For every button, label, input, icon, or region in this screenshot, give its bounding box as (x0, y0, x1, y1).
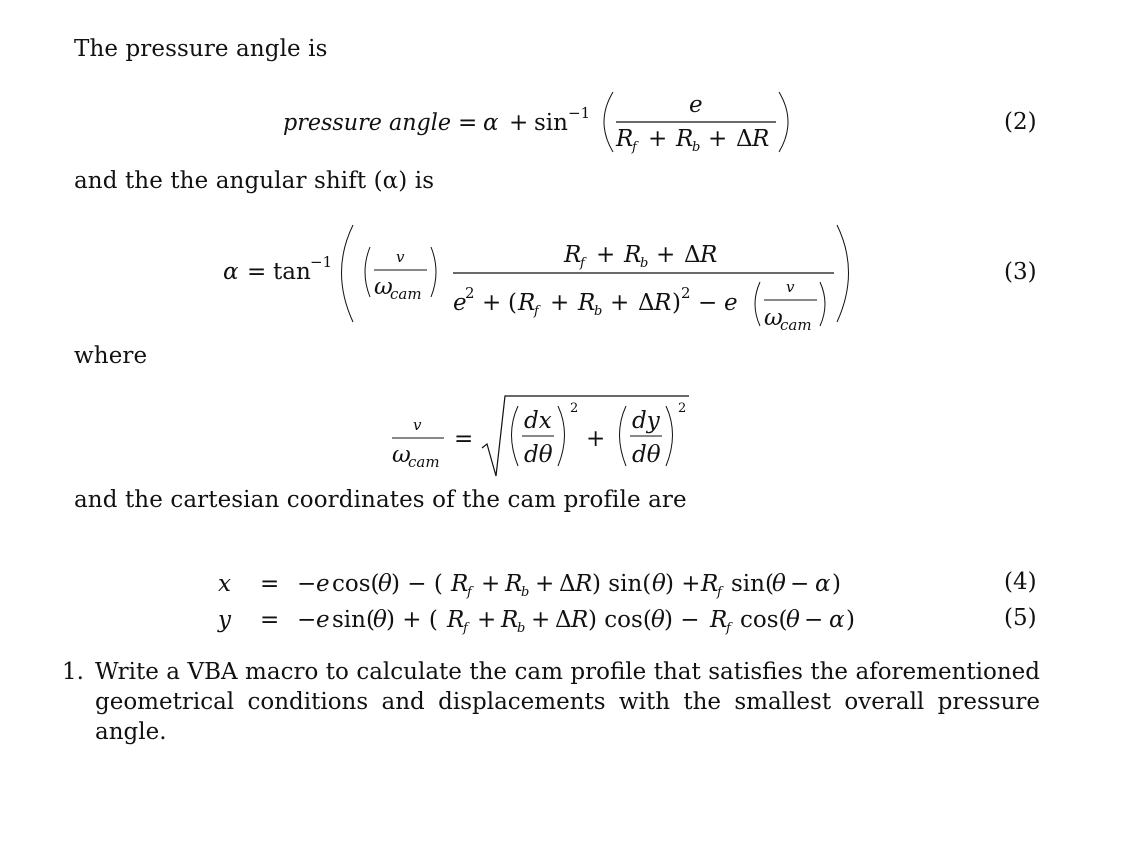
list-item-text: Write a VBA macro to calculate the cam profile that satisfies the aforementioned geometrical conditions and displacements with the smallest overall pressure angle. (95, 659, 1040, 745)
svg-text:θ: θ (651, 607, 665, 633)
svg-text:R: R (447, 607, 465, 633)
svg-text:=: = (260, 571, 280, 597)
svg-text:R: R (564, 242, 582, 268)
svg-text:+: + (656, 242, 676, 268)
svg-text:b: b (517, 621, 526, 636)
svg-text:θ: θ (373, 607, 387, 633)
svg-text:): ) (672, 290, 681, 316)
svg-text:R: R (451, 571, 469, 597)
svg-text:R: R (624, 242, 642, 268)
svg-text:) sin(: ) sin( (592, 571, 652, 597)
svg-text:R: R (518, 290, 536, 316)
svg-text:+: + (477, 607, 497, 633)
svg-text:cos(: cos( (332, 571, 380, 597)
svg-text:v: v (413, 416, 422, 434)
svg-text:b: b (594, 304, 603, 319)
svg-text:f: f (726, 621, 731, 636)
svg-text:+: + (531, 607, 551, 633)
equation-velocity-ratio (390, 394, 710, 484)
equation-number-4: (4) (1004, 569, 1037, 595)
svg-text:=: = (260, 607, 280, 633)
svg-text:cam: cam (408, 453, 440, 471)
svg-text:R: R (710, 607, 728, 633)
paragraph-where: where (74, 343, 148, 369)
equation-number-5: (5) (1004, 605, 1037, 631)
svg-text:): ) (846, 607, 855, 633)
svg-text:) + (: ) + ( (386, 607, 438, 633)
svg-text:2: 2 (570, 401, 579, 416)
svg-text:R: R (616, 126, 634, 152)
svg-text:=: = (247, 259, 267, 285)
svg-text:sin: sin (534, 110, 568, 136)
svg-text:e: e (689, 92, 703, 118)
svg-text:α: α (483, 110, 499, 136)
svg-text:) +: ) + (665, 571, 701, 597)
svg-text:sin(: sin( (731, 571, 774, 597)
svg-text:Δ: Δ (736, 126, 753, 152)
svg-text:f: f (467, 585, 472, 600)
svg-text:e: e (453, 290, 467, 316)
paragraph-pressure-angle-intro: The pressure angle is (74, 36, 328, 62)
svg-text:θ: θ (378, 571, 392, 597)
svg-text:R: R (654, 290, 672, 316)
svg-text:−: − (698, 290, 718, 316)
svg-text:θ: θ (786, 607, 800, 633)
svg-text:+: + (596, 242, 616, 268)
svg-text:R: R (701, 571, 719, 597)
svg-text:y: y (218, 607, 231, 633)
svg-text:cam: cam (390, 285, 422, 303)
svg-text:f: f (632, 140, 637, 155)
svg-text:2: 2 (678, 401, 687, 416)
svg-text:f: f (717, 585, 722, 600)
svg-text:α: α (223, 259, 239, 285)
svg-text:θ: θ (772, 571, 786, 597)
svg-text:−1: −1 (568, 104, 591, 122)
svg-text:b: b (521, 585, 530, 600)
svg-text:dθ: dθ (632, 442, 661, 468)
svg-text:Δ: Δ (684, 242, 701, 268)
svg-text:e: e (316, 571, 330, 597)
svg-text:f: f (463, 621, 468, 636)
equation-angular-shift (220, 222, 870, 332)
svg-text:−1: −1 (310, 253, 333, 271)
svg-text:α: α (815, 571, 831, 597)
svg-text:−: − (790, 571, 810, 597)
svg-text:R: R (501, 607, 519, 633)
svg-text:(: ( (508, 290, 517, 316)
svg-text:pressure angle: pressure angle (283, 110, 451, 136)
svg-text:e: e (316, 607, 330, 633)
svg-text:dy: dy (632, 408, 660, 434)
svg-text:−: − (804, 607, 824, 633)
svg-text:ω: ω (764, 305, 783, 331)
svg-text:Δ: Δ (559, 571, 576, 597)
svg-text:R: R (571, 607, 589, 633)
svg-text:e: e (724, 290, 738, 316)
svg-text:Δ: Δ (555, 607, 572, 633)
svg-text:−: − (297, 607, 317, 633)
svg-text:R: R (676, 126, 694, 152)
svg-text:+: + (648, 126, 668, 152)
svg-text:+: + (509, 110, 529, 136)
svg-text:R: R (505, 571, 523, 597)
svg-text:+: + (610, 290, 630, 316)
svg-text:ω: ω (392, 442, 411, 468)
svg-text:f: f (580, 256, 585, 271)
svg-text:x: x (218, 571, 231, 597)
svg-text:b: b (640, 256, 649, 271)
svg-text:+: + (708, 126, 728, 152)
svg-text:tan: tan (273, 259, 311, 285)
paragraph-angular-shift-intro: and the the angular shift (α) is (74, 168, 435, 194)
paragraph-cartesian-intro: and the cartesian coordinates of the cam profile are (74, 487, 687, 513)
svg-text:cam: cam (780, 316, 812, 334)
svg-text:) −: ) − (664, 607, 700, 633)
svg-text:b: b (692, 140, 701, 155)
svg-text:+: + (481, 571, 501, 597)
svg-text:) cos(: ) cos( (588, 607, 652, 633)
svg-text:R: R (700, 242, 718, 268)
svg-text:+: + (586, 426, 606, 452)
svg-text:) − (: ) − ( (391, 571, 443, 597)
svg-text:+: + (535, 571, 555, 597)
equation-y-coordinate (215, 601, 875, 635)
svg-text:R: R (578, 290, 596, 316)
svg-text:α: α (829, 607, 845, 633)
list-item-number: 1. (62, 659, 84, 685)
equation-x-coordinate (215, 565, 875, 599)
svg-text:sin(: sin( (332, 607, 375, 633)
svg-text:dx: dx (524, 408, 552, 434)
svg-text:=: = (454, 426, 474, 452)
svg-text:dθ: dθ (524, 442, 553, 468)
svg-text:v: v (786, 278, 795, 296)
svg-text:R: R (575, 571, 593, 597)
svg-text:Δ: Δ (638, 290, 655, 316)
svg-text:2: 2 (681, 284, 691, 302)
equation-number-3: (3) (1004, 259, 1037, 285)
svg-text:2: 2 (465, 284, 475, 302)
svg-text:R: R (752, 126, 770, 152)
svg-text:+: + (482, 290, 502, 316)
svg-text:v: v (396, 248, 405, 266)
svg-text:f: f (534, 304, 539, 319)
svg-text:−: − (297, 571, 317, 597)
equation-number-2: (2) (1004, 109, 1037, 135)
svg-text:): ) (832, 571, 841, 597)
svg-text:+: + (550, 290, 570, 316)
svg-text:=: = (458, 110, 478, 136)
svg-text:θ: θ (652, 571, 666, 597)
svg-text:cos(: cos( (740, 607, 788, 633)
svg-text:ω: ω (374, 274, 393, 300)
equation-pressure-angle (280, 82, 840, 162)
